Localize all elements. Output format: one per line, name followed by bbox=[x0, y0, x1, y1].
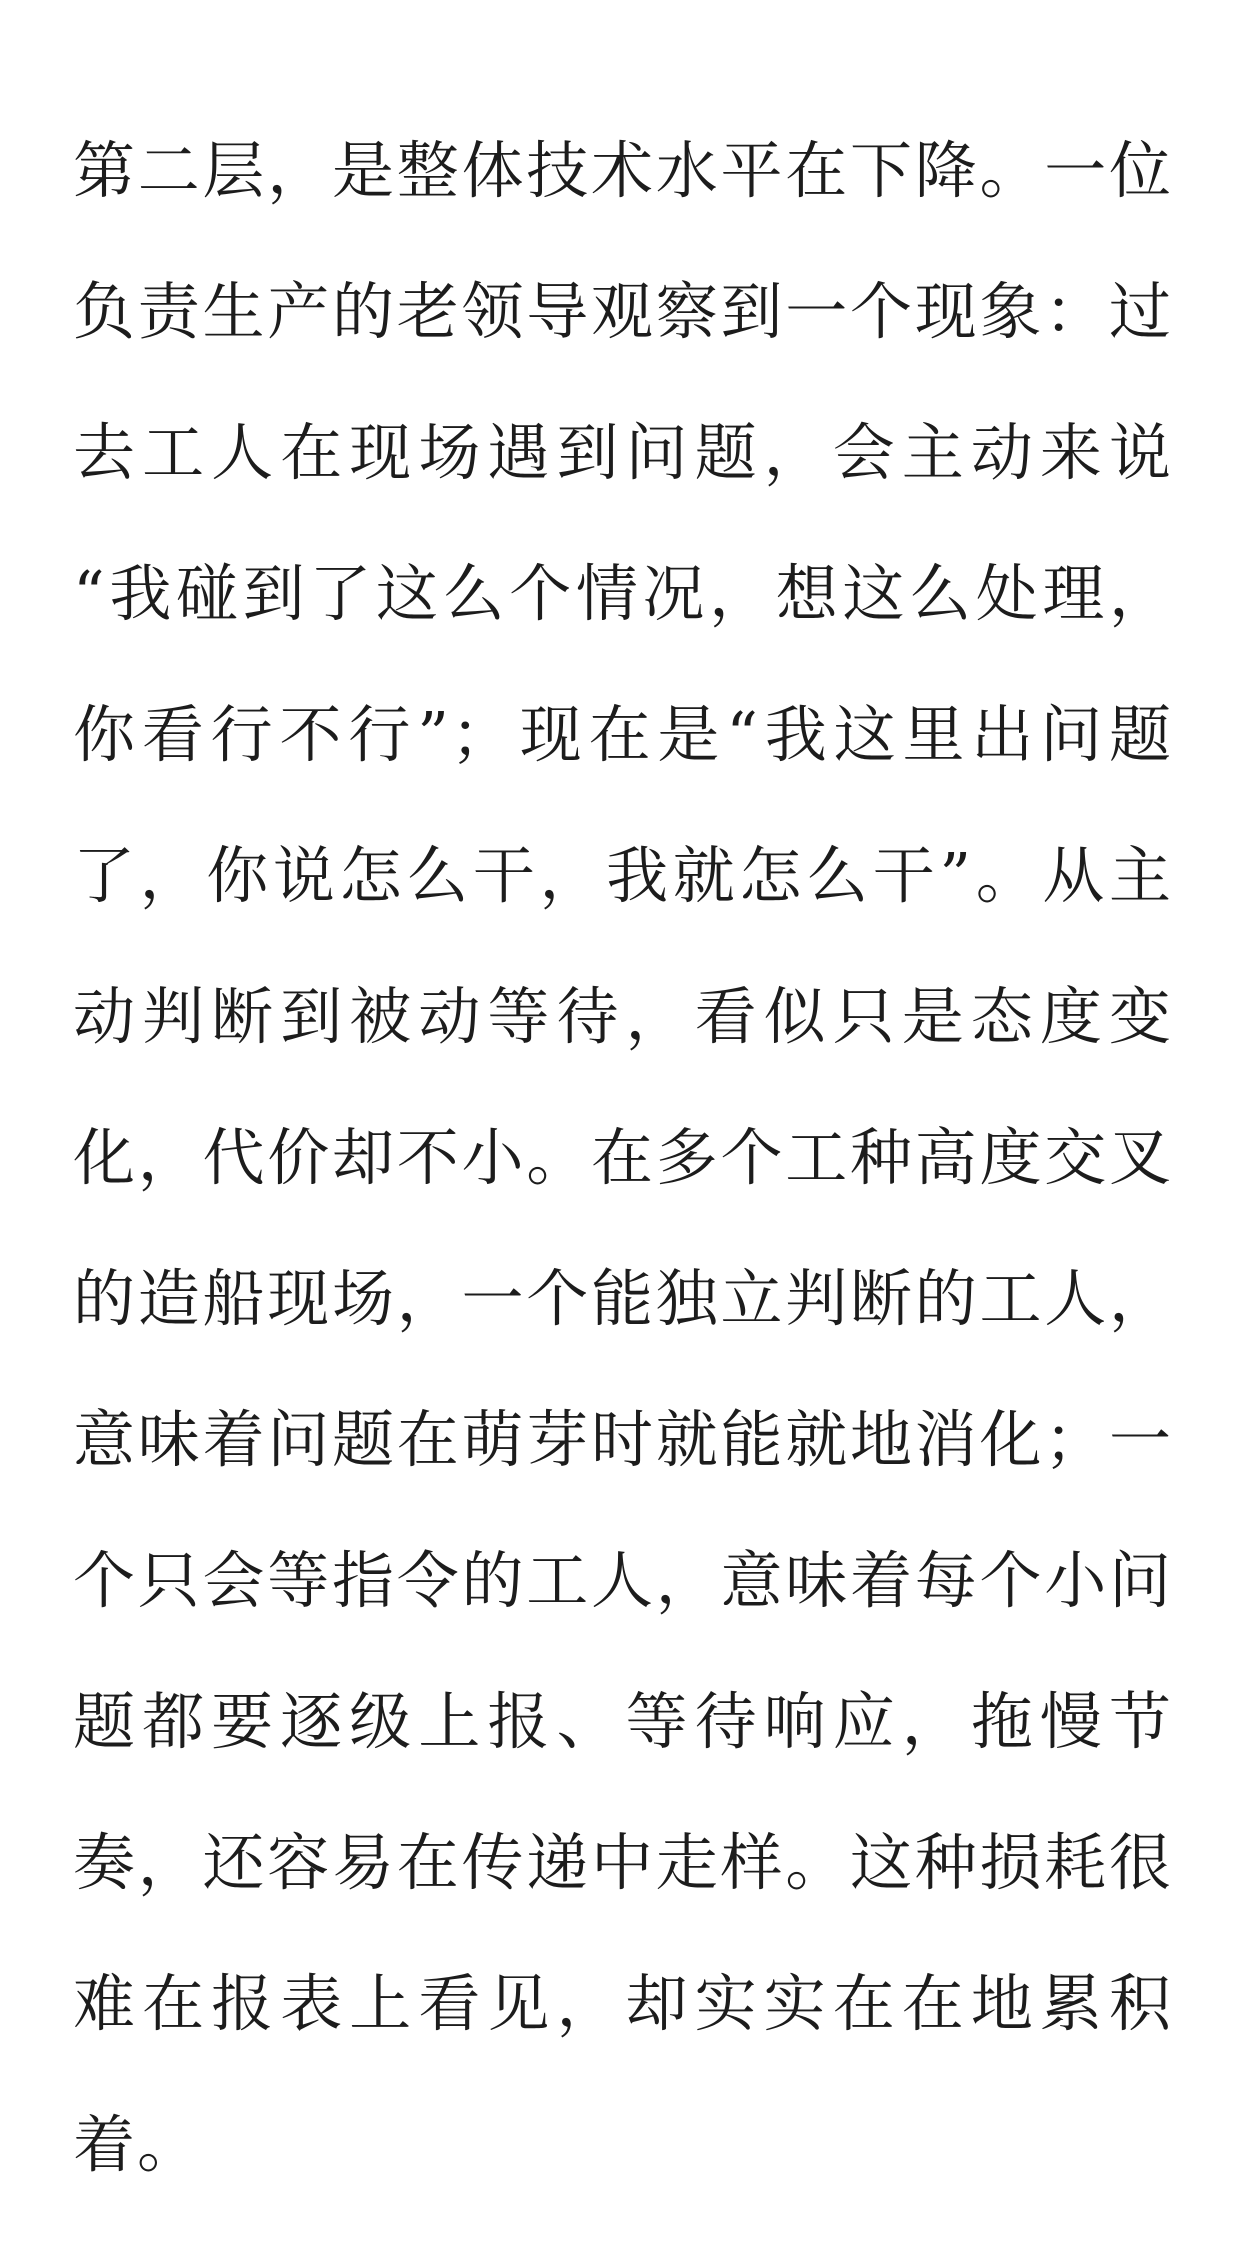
paragraph-line: 你看行不行”；现在是“我这里出问题 bbox=[73, 698, 1173, 771]
paragraph-line: “我碰到了这么个情况，想这么处理， bbox=[73, 557, 1173, 630]
paragraph-line: 负责生产的老领导观察到一个现象：过 bbox=[73, 275, 1173, 348]
paragraph-line: 个只会等指令的工人，意味着每个小问 bbox=[73, 1544, 1173, 1617]
paragraph-line: 了，你说怎么干，我就怎么干”。从主 bbox=[73, 839, 1173, 912]
paragraph-line: 去工人在现场遇到问题，会主动来说 bbox=[73, 416, 1173, 489]
paragraph-line-last: 着。 bbox=[73, 2108, 202, 2181]
paragraph-line: 的造船现场，一个能独立判断的工人， bbox=[73, 1262, 1173, 1335]
paragraph-line: 奏，还容易在传递中走样。这种损耗很 bbox=[73, 1826, 1173, 1899]
paragraph-line: 难在报表上看见，却实实在在地累积 bbox=[73, 1967, 1173, 2040]
paragraph-line: 化，代价却不小。在多个工种高度交叉 bbox=[73, 1121, 1173, 1194]
paragraph-line: 题都要逐级上报、等待响应，拖慢节 bbox=[73, 1685, 1173, 1758]
paragraph-line: 意味着问题在萌芽时就能就地消化；一 bbox=[73, 1403, 1173, 1476]
paragraph-line: 第二层，是整体技术水平在下降。一位 bbox=[73, 134, 1173, 207]
article-paragraph bbox=[73, 100, 1173, 2215]
paragraph-line: 动判断到被动等待，看似只是态度变 bbox=[73, 980, 1173, 1053]
